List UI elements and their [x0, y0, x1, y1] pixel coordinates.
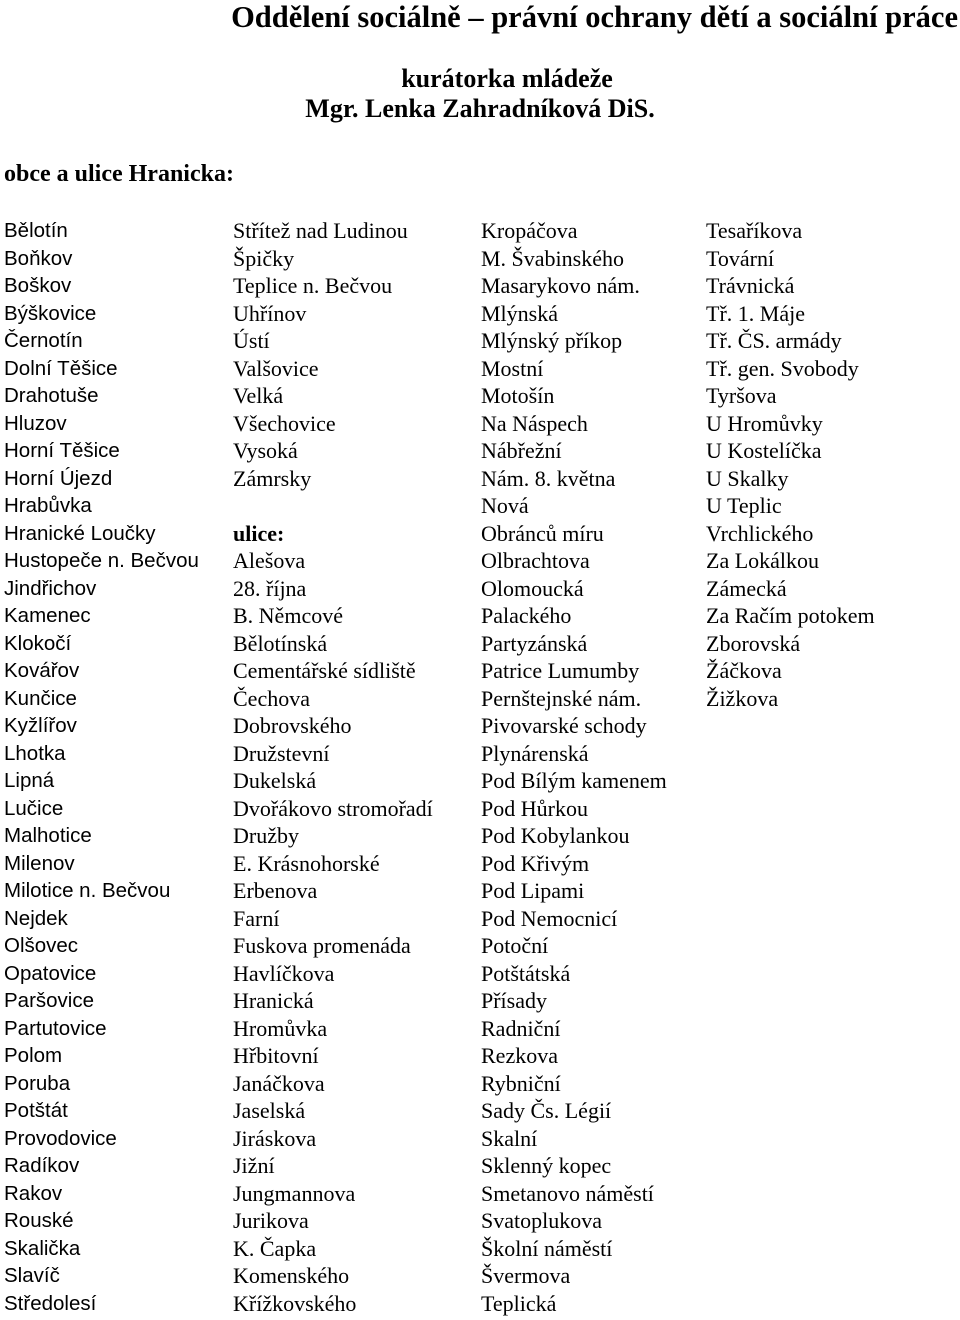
list-item: U Teplic	[706, 493, 782, 518]
list-item: Alešova	[233, 548, 306, 573]
list-item: Svatoplukova	[481, 1208, 602, 1233]
list-item: Radniční	[481, 1015, 561, 1041]
spacer	[233, 492, 433, 520]
list-item: Rouské	[4, 1209, 74, 1232]
list-item: Boškov	[4, 274, 72, 297]
list-item: Teplice n. Bečvou	[233, 273, 393, 298]
list-item: Pivovarské schody	[481, 713, 647, 738]
list-item: Potoční	[481, 933, 549, 958]
list-item: Hrabůvka	[4, 494, 92, 517]
role-label: kurátorka mládeže	[401, 64, 613, 93]
list-item: Olomoucká	[481, 575, 584, 601]
list-item: Hranická	[233, 988, 314, 1013]
list-item: Cementářské sídliště	[233, 658, 416, 683]
list-item: Plynárenská	[481, 740, 589, 766]
list-item: Sklenný kopec	[481, 1153, 612, 1178]
list-item: Mostní	[481, 355, 544, 381]
column-4	[706, 217, 875, 712]
list-item: Valšovice	[233, 355, 319, 381]
list-item: Kyžlířov	[4, 714, 77, 737]
list-item: Školní náměstí	[481, 1235, 613, 1261]
list-item: Obránců míru	[481, 520, 604, 546]
list-item: E. Krásnohorské	[233, 850, 380, 876]
list-item: U Hromůvky	[706, 410, 823, 436]
list-item: Tř. 1. Máje	[706, 300, 805, 326]
list-item: Opatovice	[4, 961, 97, 985]
list-item: Partyzánská	[481, 630, 588, 656]
list-item: Rezkova	[481, 1043, 558, 1068]
section-heading: obce a ulice Hranicka:	[4, 161, 234, 187]
list-item: Trávnická	[706, 273, 795, 298]
list-item: Bělotínská	[233, 630, 328, 656]
list-item: Střítež nad Ludinou	[233, 218, 408, 243]
list-item: Přísady	[481, 988, 547, 1013]
list-item: Vrchlického	[706, 520, 814, 546]
list-item: Družby	[233, 823, 299, 848]
list-item: Žáčkova	[706, 658, 782, 683]
list-item: Nejdek	[4, 906, 68, 930]
list-item: Potštátská	[481, 960, 571, 986]
list-item: Dukelská	[233, 768, 317, 793]
list-item: Olbrachtova	[481, 548, 590, 573]
list-item: Bělotín	[4, 219, 68, 242]
list-item: Čechova	[233, 685, 310, 711]
list-item: Partutovice	[4, 1016, 107, 1040]
list-item: Radíkov	[4, 1154, 80, 1177]
list-item: Křížkovského	[233, 1290, 357, 1316]
list-item: Švermova	[481, 1263, 571, 1288]
list-item: Smetanovo náměstí	[481, 1180, 654, 1206]
list-item: Pod Kobylankou	[481, 823, 630, 848]
list-item: Zámecká	[706, 575, 787, 601]
list-item: Erbenova	[233, 878, 318, 903]
list-item: Černotín	[4, 329, 83, 352]
list-item: Kunčice	[4, 686, 77, 710]
list-item: Horní Újezd	[4, 466, 113, 490]
list-item: Vysoká	[233, 438, 298, 463]
list-item: Velká	[233, 383, 284, 408]
list-item: Kamenec	[4, 604, 91, 627]
list-item: Na Náspech	[481, 410, 588, 436]
list-item: Jižní	[233, 1153, 275, 1178]
list-item: Drahotuše	[4, 384, 99, 407]
list-item: Horní Těšice	[4, 439, 120, 462]
list-item: Malhotice	[4, 824, 92, 847]
list-item: Pod Lipami	[481, 878, 585, 903]
list-item: Všechovice	[233, 410, 336, 436]
list-item: Lipná	[4, 769, 55, 792]
list-item: Jiráskova	[233, 1125, 317, 1151]
list-item: Lučice	[4, 796, 64, 820]
list-item: Skalička	[4, 1236, 81, 1260]
list-item: Milenov	[4, 851, 75, 875]
list-item: Lhotka	[4, 741, 66, 765]
list-item: Rybniční	[481, 1070, 561, 1096]
list-item: Fuskova promenáda	[233, 933, 411, 958]
list-item: Tř. ČS. armády	[706, 328, 842, 353]
list-item: Hromůvka	[233, 1015, 328, 1041]
list-item: Nábřežní	[481, 438, 562, 463]
list-item: Zámrsky	[233, 465, 312, 491]
page-title: Oddělení sociálně – právní ochrany dětí a sociální práce	[231, 0, 958, 34]
list-item: Jurikova	[233, 1208, 309, 1233]
list-item: Dobrovského	[233, 713, 352, 738]
list-item: Palackého	[481, 603, 572, 628]
list-item: Slavíč	[4, 1264, 60, 1287]
list-item: Potštát	[4, 1099, 68, 1122]
list-item: Jindřichov	[4, 576, 97, 600]
list-item: Tř. gen. Svobody	[706, 355, 859, 381]
list-item: Za Račím potokem	[706, 603, 875, 628]
list-item: U Kostelíčka	[706, 438, 822, 463]
list-item: Teplická	[481, 1290, 557, 1316]
list-item: Paršovice	[4, 989, 95, 1012]
list-item: Nová	[481, 493, 529, 518]
list-item: Kropáčova	[481, 218, 578, 243]
streets-subheading: ulice:	[233, 520, 285, 546]
list-item: Za Lokálkou	[706, 548, 820, 573]
column-1	[4, 217, 199, 1317]
list-item: Pod Křivým	[481, 850, 590, 876]
list-item: Boňkov	[4, 246, 73, 270]
list-item: Motošín	[481, 383, 555, 408]
list-item: Hluzov	[4, 411, 67, 435]
list-item: Tyršova	[706, 383, 777, 408]
list-item: Janáčkova	[233, 1070, 325, 1096]
list-item: Mlýnský příkop	[481, 328, 623, 353]
column-2	[233, 217, 433, 1317]
list-item: Hranické Loučky	[4, 521, 156, 545]
list-item: K. Čapka	[233, 1235, 317, 1261]
list-item: Sady Čs. Légií	[481, 1098, 612, 1123]
list-item: Pod Bílým kamenem	[481, 768, 667, 793]
list-item: Pod Hůrkou	[481, 795, 588, 821]
list-item: Dvořákovo stromořadí	[233, 795, 433, 821]
list-item: Masarykovo nám.	[481, 273, 640, 298]
list-item: Komenského	[233, 1263, 350, 1288]
list-item: Farní	[233, 905, 280, 931]
list-item: M. Švabinského	[481, 245, 624, 271]
list-item: Pernštejnské nám.	[481, 685, 642, 711]
list-item: Milotice n. Bečvou	[4, 879, 171, 902]
list-item: Jaselská	[233, 1098, 306, 1123]
list-item: Hřbitovní	[233, 1043, 319, 1068]
list-item: Klokočí	[4, 631, 72, 655]
list-item: Nám. 8. května	[481, 465, 616, 491]
list-item: Žižkova	[706, 685, 779, 711]
list-item: Tesaříkova	[706, 218, 803, 243]
list-item: Havlíčkova	[233, 960, 335, 986]
contact-block	[0, 64, 960, 124]
list-item: Býškovice	[4, 301, 97, 325]
list-item: Zborovská	[706, 630, 801, 656]
column-3	[481, 217, 667, 1317]
list-item: B. Němcové	[233, 603, 343, 628]
list-item: Olšovec	[4, 934, 79, 957]
list-item: Družstevní	[233, 740, 330, 766]
list-item: Jungmannova	[233, 1180, 356, 1206]
list-item: Pod Nemocnicí	[481, 905, 618, 931]
list-item: Hustopeče n. Bečvou	[4, 549, 199, 572]
list-item: 28. října	[233, 575, 307, 601]
list-item: Mlýnská	[481, 300, 558, 326]
list-item: Středolesí	[4, 1291, 97, 1315]
list-item: U Skalky	[706, 465, 789, 491]
list-item: Rakov	[4, 1181, 63, 1205]
list-item: Patrice Lumumby	[481, 658, 640, 683]
list-item: Skalní	[481, 1125, 538, 1151]
list-item: Ústí	[233, 328, 270, 353]
list-item: Poruba	[4, 1071, 71, 1095]
list-item: Polom	[4, 1044, 63, 1067]
list-item: Provodovice	[4, 1126, 117, 1150]
list-item: Uhřínov	[233, 300, 307, 326]
list-item: Špičky	[233, 245, 295, 271]
list-item: Dolní Těšice	[4, 356, 118, 380]
list-item: Kovářov	[4, 659, 80, 682]
person-name: Mgr. Lenka Zahradníková DiS.	[305, 94, 655, 123]
list-item: Tovární	[706, 245, 775, 271]
